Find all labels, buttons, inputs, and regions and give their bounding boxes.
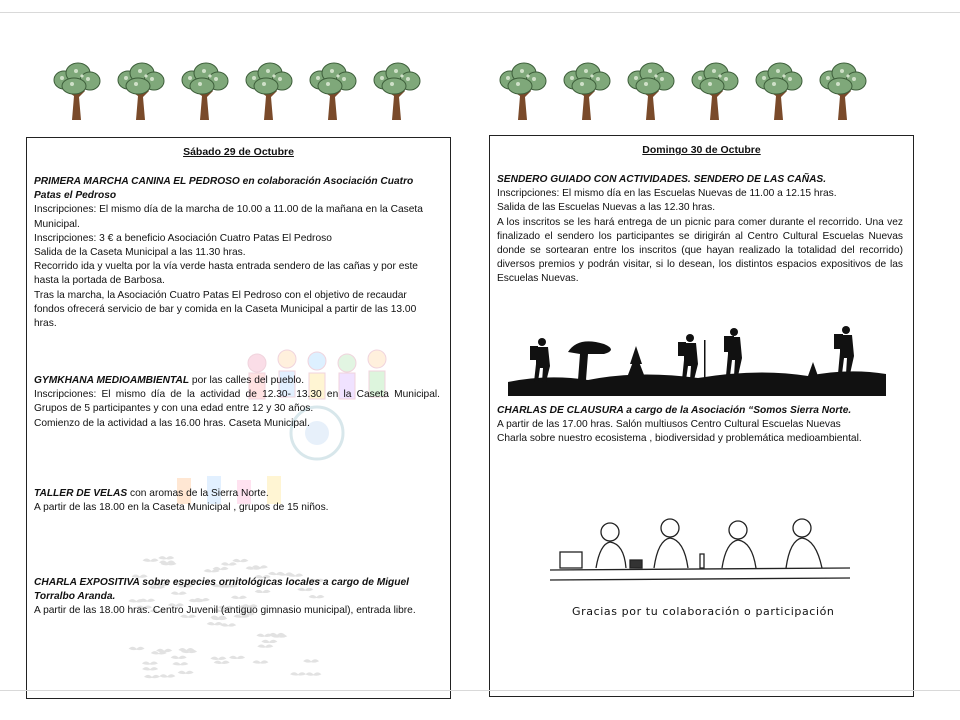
event-line: A partir de las 18.00 hras. Centro Juvenil (antiguo gimnasio municipal), entrada libre. [34,605,416,617]
saturday-date: Sábado 29 de Octubre [183,146,294,158]
event-line: Recorrido ida y vuelta por la vía verde hasta entrada sendero de las cañas y por este hasta la portada de Barbosa. [34,261,418,287]
bird-shape [178,671,194,674]
bird-shape [305,672,321,675]
bird-shape [142,667,158,670]
tree-icon [114,62,166,125]
event-line: Charla sobre nuestro ecosistema , biodiversidad y problemática medioambiental. [497,433,862,445]
event-title: TALLER DE VELAS [34,488,128,499]
tree-icon [752,62,804,125]
bird-shape [158,556,174,559]
bird-shape [303,659,319,662]
bird-shape [207,622,223,625]
bird-shape [214,661,230,664]
bird-shape [229,656,245,659]
bird-shape [290,672,306,675]
event-line: Inscripciones: El mismo día de la actividad de 12.30- 13.30 en la Caseta Municipal. Grupos de 5 participantes y con una edad entre 12 y 30 años. [34,389,440,415]
event-subtitle: con aromas de la Sierra Norte. [127,488,269,499]
tree-icon [178,62,230,125]
tree-row-left [50,62,422,125]
event-title: GYMKHANA MEDIOAMBIENTAL [34,375,190,386]
top-divider [0,12,960,13]
tree-row-right [496,62,868,125]
event-line: A partir de las 18.00 en la Caseta Municipal , grupos de 15 niños. [34,502,329,514]
event-gymkhana [34,374,440,431]
event-charla-expositiva [34,576,440,619]
saturday-panel [26,137,451,699]
bird-shape [129,647,145,650]
bird-shape [210,657,226,660]
bird-shape [178,648,194,651]
event-subtitle: por las calles del pueblo. [189,375,305,386]
sunday-date: Domingo 30 de Octubre [642,144,761,156]
tree-icon [242,62,294,125]
event-line: Tras la marcha, la Asociación Cuatro Patas El Pedroso con el objetivo de recaudar fondos ofrecerá servicio de bar y comida en la Caseta Municipal a partir de las 13.00 hras. [34,289,417,330]
bird-shape [220,623,236,626]
tree-icon [688,62,740,125]
event-line: Inscripciones: 3 € a beneficio Asociación Cuatro Patas El Pedroso [34,232,332,244]
tree-icon [496,62,548,125]
bird-shape [144,675,160,678]
event-taller-velas [34,487,440,515]
bird-shape [142,661,158,664]
bird-shape [172,662,188,665]
bird-shape [252,660,268,663]
event-line: A partir de las 17.00 hras. Salón multiusos Centro Cultural Escuelas Nuevas [497,419,841,431]
tree-icon [50,62,102,125]
bird-shape [221,562,237,565]
bird-shape [261,640,277,643]
event-marcha-canina [34,175,440,331]
tree-icon [624,62,676,125]
bird-shape [159,674,175,677]
bird-shape [204,569,220,572]
event-title: CHARLA EXPOSITIVA sobre especies ornitológicas locales a cargo de Miguel Torralbo Aranda. [34,577,409,603]
bird-shape [232,559,248,562]
tree-icon [816,62,868,125]
sunday-panel [489,135,914,697]
bird-shape [159,560,175,563]
bird-shape [143,559,159,562]
tree-icon [306,62,358,125]
event-line: Inscripciones: El mismo día en las Escuelas Nuevas de 11.00 a 12.15 hras. [497,188,837,200]
tree-icon [560,62,612,125]
event-line: Salida de las Escuelas Nuevas a las 12.30 hras. [497,202,716,214]
bottom-divider [0,690,960,691]
event-subtitle: a cargo de la Asociación “Somos Sierra Norte. [623,405,852,416]
hikers-silhouette [508,324,886,396]
event-line: Comienzo de la actividad a las 16.00 hras. Caseta Municipal. [34,417,310,429]
bird-shape [257,644,273,647]
talk-sketch [550,518,850,590]
thanks-text: Gracias por tu colaboración o participación [572,605,835,618]
event-subtitle: en colaboración Asociación Cuatro Patas el Pedroso [34,176,414,202]
event-line: A los inscritos se les hará entrega de un picnic para comer durante el recorrido. Una vez finalizado el sendero los participantes se dirigirán al Centro Cultural Escuelas Nuevas donde se sortearan entre los inscritos (que hayan realizado la totalidad del recorrido) diversos premios y podrán visitar, si lo desean, los distintos espacios expositivos de las Escuelas Nuevas. [497,216,903,285]
event-sendero-guiado [497,173,903,287]
tree-icon [370,62,422,125]
event-title: PRIMERA MARCHA CANINA EL PEDROSO [34,176,240,187]
event-title: CHARLAS DE CLAUSURA [497,405,624,416]
event-line: Salida de la Caseta Municipal a las 11.30 hras. [34,247,246,259]
bird-shape [269,633,285,636]
event-line: Inscripciones: El mismo día de la marcha de 10.00 a 11.00 de la mañana en la Caseta Municipal. [34,204,423,230]
bird-shape [171,656,187,659]
event-title: SENDERO GUIADO CON ACTIVIDADES. SENDERO DE LAS CAÑAS. [497,174,827,185]
event-charlas-clausura [497,404,903,447]
